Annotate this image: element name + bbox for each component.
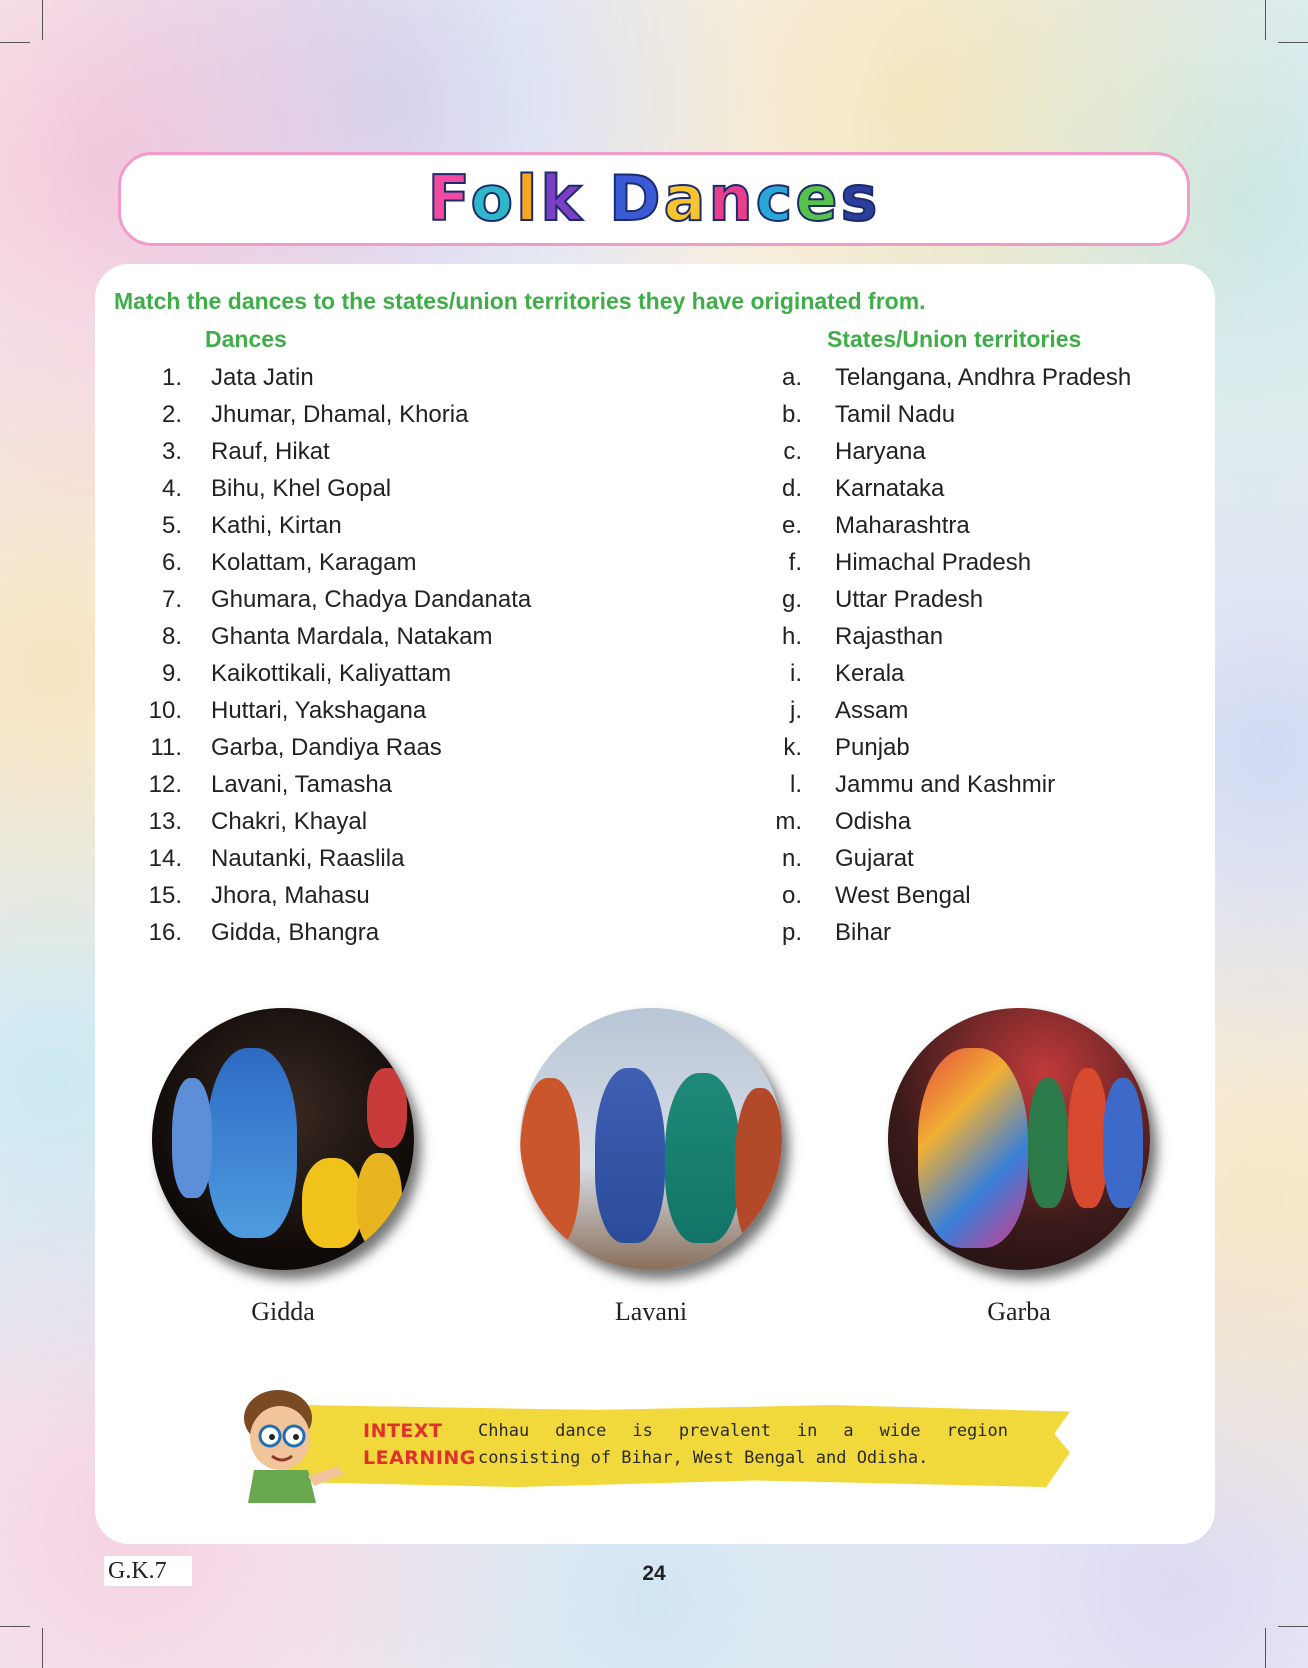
state-item-text: Kerala: [835, 659, 905, 687]
title-letter: o: [470, 162, 517, 235]
state-item-text: Jammu and Kashmir: [835, 770, 1056, 798]
title-letter: n: [708, 162, 756, 235]
dance-item-text: Nautanki, Raaslila: [211, 844, 405, 872]
state-item-marker: e.: [781, 511, 802, 539]
state-item-text: Punjab: [835, 733, 910, 761]
state-item-marker: f.: [788, 548, 802, 576]
state-item: [762, 803, 1131, 840]
lavani-photo: [520, 1008, 782, 1270]
dance-item: [126, 914, 531, 951]
dance-item: [126, 618, 531, 655]
state-item: [762, 581, 1131, 618]
state-item-marker: h.: [781, 622, 802, 650]
dance-item: [126, 433, 531, 470]
dance-item-marker: 6.: [161, 548, 182, 576]
page-title: [427, 162, 881, 235]
states-list: [762, 359, 1131, 951]
dance-item-marker: 13.: [148, 807, 182, 835]
intext-learning-text: Chhau dance is prevalent in a wide region consisting of Bihar, West Bengal and Odisha.: [478, 1421, 1008, 1468]
dances-column-header: Dances: [205, 326, 287, 352]
dance-item-text: Jhumar, Dhamal, Khoria: [211, 400, 469, 428]
title-letter: l: [516, 162, 541, 235]
state-item-text: Odisha: [835, 807, 912, 835]
dance-item: [126, 729, 531, 766]
state-item-text: Gujarat: [835, 844, 914, 872]
dance-item-marker: 7.: [161, 585, 182, 613]
state-item: [762, 507, 1131, 544]
dance-item: [126, 655, 531, 692]
dance-item-marker: 8.: [161, 622, 182, 650]
title-letter: [585, 162, 610, 235]
dance-item: [126, 877, 531, 914]
title-letter: k: [540, 162, 585, 235]
dance-item-marker: 5.: [161, 511, 182, 539]
state-item: [762, 692, 1131, 729]
title-letter: s: [840, 162, 881, 235]
dance-item: [126, 470, 531, 507]
state-item-marker: p.: [781, 918, 802, 946]
dance-item-text: Kaikottikali, Kaliyattam: [211, 659, 452, 687]
dance-item-text: Gidda, Bhangra: [211, 918, 380, 946]
state-item-text: Rajasthan: [835, 622, 944, 650]
state-item: [762, 396, 1131, 433]
dance-item-text: Kathi, Kirtan: [211, 511, 342, 539]
dance-item-marker: 16.: [148, 918, 182, 946]
state-item-text: Maharashtra: [835, 511, 970, 539]
garba-photo: [888, 1008, 1150, 1270]
cartoon-boy-illustration: [238, 1388, 348, 1503]
state-item: [762, 840, 1131, 877]
dance-item-marker: 4.: [161, 474, 182, 502]
state-item-text: Tamil Nadu: [835, 400, 956, 428]
state-item-text: West Bengal: [835, 881, 971, 909]
title-letter: D: [609, 162, 664, 235]
dance-item-marker: 2.: [161, 400, 182, 428]
state-item-text: Himachal Pradesh: [835, 548, 1032, 576]
state-item-marker: m.: [775, 807, 802, 835]
dance-item-text: Bihu, Khel Gopal: [211, 474, 392, 502]
state-item-text: Karnataka: [835, 474, 945, 502]
crop-mark: [1265, 0, 1266, 40]
dance-item-text: Huttari, Yakshagana: [211, 696, 427, 724]
dance-item-text: Jhora, Mahasu: [211, 881, 370, 909]
state-item-marker: j.: [790, 696, 802, 724]
dance-item: [126, 581, 531, 618]
title-letter: e: [795, 162, 841, 235]
dance-item-text: Lavani, Tamasha: [211, 770, 393, 798]
dance-item: [126, 766, 531, 803]
state-item: [762, 433, 1131, 470]
state-item: [762, 766, 1131, 803]
state-item: [762, 729, 1131, 766]
state-item-marker: g.: [781, 585, 802, 613]
state-item: [762, 544, 1131, 581]
state-item-marker: a.: [781, 363, 802, 391]
garba-caption: Garba: [987, 1297, 1051, 1326]
gidda-caption: Gidda: [251, 1297, 315, 1326]
state-item-text: Bihar: [835, 918, 892, 946]
dance-item-marker: 15.: [148, 881, 182, 909]
intext-heading-line1: INTEXT: [363, 1420, 443, 1442]
crop-mark: [0, 1626, 30, 1627]
dance-item: [126, 692, 531, 729]
page-number: 24: [642, 1562, 666, 1585]
state-item-marker: n.: [781, 844, 802, 872]
dance-item: [126, 396, 531, 433]
state-item: [762, 655, 1131, 692]
title-letter: F: [427, 162, 471, 235]
state-item: [762, 618, 1131, 655]
state-item: [762, 470, 1131, 507]
intext-learning-heading: [363, 1418, 476, 1472]
intext-heading-line2: LEARNING: [363, 1447, 476, 1469]
dance-item-marker: 9.: [161, 659, 182, 687]
dance-item: [126, 544, 531, 581]
lavani-caption: Lavani: [614, 1297, 688, 1326]
state-item: [762, 359, 1131, 396]
crop-mark: [42, 1628, 43, 1668]
state-item-marker: b.: [781, 400, 802, 428]
state-item-marker: i.: [790, 659, 802, 687]
dance-item-text: Chakri, Khayal: [211, 807, 368, 835]
dance-item: [126, 840, 531, 877]
state-item-text: Assam: [835, 696, 909, 724]
title-banner: [118, 152, 1190, 246]
dance-item-text: Rauf, Hikat: [211, 437, 330, 465]
crop-mark: [42, 0, 43, 40]
crop-mark: [0, 42, 30, 43]
state-item-text: Haryana: [835, 437, 926, 465]
dance-item: [126, 803, 531, 840]
dance-item: [126, 359, 531, 396]
crop-mark: [1278, 1626, 1308, 1627]
dance-item-marker: 11.: [150, 733, 182, 761]
crop-mark: [1278, 42, 1308, 43]
state-item-marker: k.: [783, 733, 802, 761]
dances-list: [126, 359, 531, 951]
state-item-marker: d.: [781, 474, 802, 502]
dance-item-marker: 14.: [148, 844, 182, 872]
state-item-text: Telangana, Andhra Pradesh: [835, 363, 1132, 391]
dance-item-marker: 1.: [161, 363, 182, 391]
gidda-photo: [152, 1008, 414, 1270]
dance-item-text: Garba, Dandiya Raas: [211, 733, 442, 761]
dance-item-marker: 10.: [148, 696, 182, 724]
title-letter: a: [663, 162, 709, 235]
dance-item-marker: 3.: [161, 437, 182, 465]
instruction-text: Match the dances to the states/union territories they have originated from.: [114, 288, 926, 314]
state-item-marker: c.: [783, 437, 802, 465]
state-item: [762, 877, 1131, 914]
dance-item-text: Kolattam, Karagam: [211, 548, 417, 576]
dance-item-text: Ghumara, Chadya Dandanata: [211, 585, 532, 613]
book-code: G.K.7: [104, 1556, 192, 1586]
dance-item-text: Jata Jatin: [211, 363, 314, 391]
state-item-marker: o.: [781, 881, 802, 909]
dance-item-marker: 12.: [148, 770, 182, 798]
dance-item-text: Ghanta Mardala, Natakam: [211, 622, 493, 650]
dance-item: [126, 507, 531, 544]
states-column-header: States/Union territories: [827, 326, 1082, 352]
title-letter: c: [755, 162, 796, 235]
state-item-marker: l.: [790, 770, 802, 798]
state-item-text: Uttar Pradesh: [835, 585, 984, 613]
crop-mark: [1265, 1628, 1266, 1668]
state-item: [762, 914, 1131, 951]
